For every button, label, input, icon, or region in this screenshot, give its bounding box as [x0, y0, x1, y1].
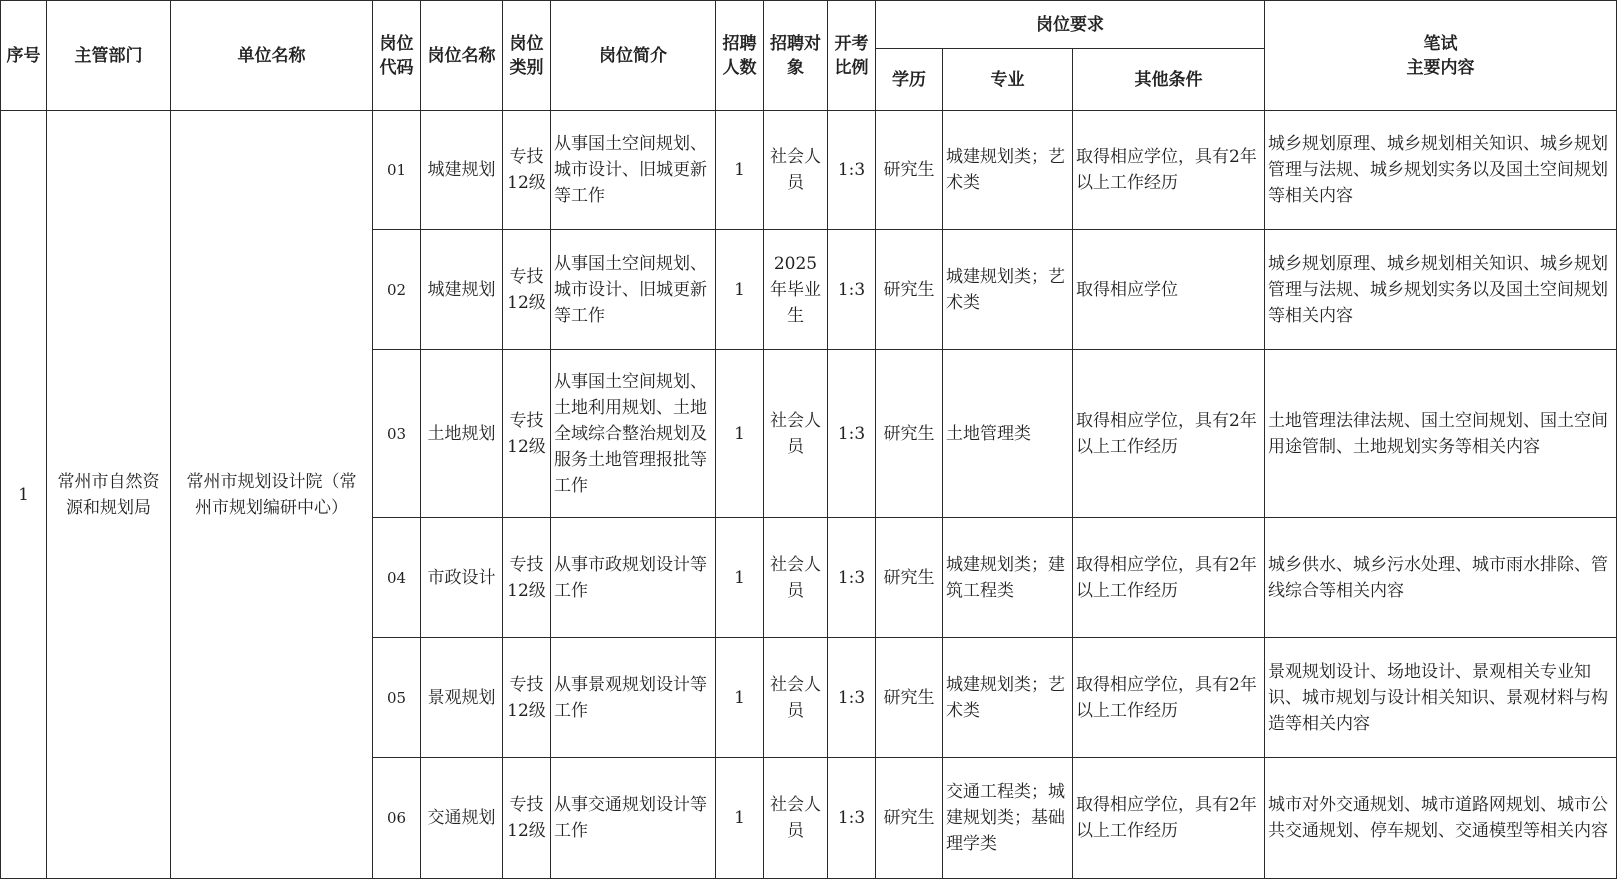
- post-target: 2025年毕业生: [764, 230, 828, 350]
- post-category: 专技12级: [503, 638, 551, 758]
- post-other: 取得相应学位，具有2年以上工作经历: [1073, 518, 1265, 638]
- post-major: 交通工程类；城建规划类；基础理学类: [943, 758, 1073, 879]
- post-ratio: 1:3: [828, 638, 876, 758]
- post-other: 取得相应学位: [1073, 230, 1265, 350]
- group-seq: 1: [1, 111, 47, 879]
- post-intro: 从事国土空间规划、城市设计、旧城更新等工作: [551, 230, 716, 350]
- post-exam: 城市对外交通规划、城市道路网规划、城市公共交通规划、停车规划、交通模型等相关内容: [1265, 758, 1617, 879]
- post-count: 1: [716, 350, 764, 518]
- post-count: 1: [716, 758, 764, 879]
- post-major: 城建规划类；艺术类: [943, 230, 1073, 350]
- post-count: 1: [716, 111, 764, 230]
- post-code: 05: [373, 638, 421, 758]
- post-ratio: 1:3: [828, 230, 876, 350]
- post-code: 06: [373, 758, 421, 879]
- post-education: 研究生: [876, 518, 943, 638]
- post-count: 1: [716, 518, 764, 638]
- post-category: 专技12级: [503, 758, 551, 879]
- table-row: [1, 111, 1617, 230]
- header-exam-line2: 主要内容: [1406, 57, 1475, 78]
- post-education: 研究生: [876, 230, 943, 350]
- post-name: 土地规划: [421, 350, 503, 518]
- post-major: 城建规划类；艺术类: [943, 638, 1073, 758]
- header-row-1: [1, 1, 1617, 49]
- header-count: 招聘人数: [716, 1, 764, 111]
- post-other: 取得相应学位，具有2年以上工作经历: [1073, 350, 1265, 518]
- post-count: 1: [716, 638, 764, 758]
- post-major: 城建规划类；艺术类: [943, 111, 1073, 230]
- post-target: 社会人员: [764, 518, 828, 638]
- post-intro: 从事国土空间规划、城市设计、旧城更新等工作: [551, 111, 716, 230]
- post-name: 交通规划: [421, 758, 503, 879]
- post-other: 取得相应学位，具有2年以上工作经历: [1073, 758, 1265, 879]
- post-category: 专技12级: [503, 230, 551, 350]
- post-ratio: 1:3: [828, 111, 876, 230]
- post-name: 市政设计: [421, 518, 503, 638]
- header-ratio: 开考比例: [828, 1, 876, 111]
- post-code: 03: [373, 350, 421, 518]
- post-category: 专技12级: [503, 518, 551, 638]
- post-name: 景观规划: [421, 638, 503, 758]
- header-name: 岗位名称: [421, 1, 503, 111]
- header-exam-line1: 笔试: [1423, 33, 1458, 54]
- post-education: 研究生: [876, 758, 943, 879]
- group-dept: 常州市自然资源和规划局: [47, 111, 171, 879]
- header-requirements: 岗位要求: [876, 1, 1265, 49]
- post-ratio: 1:3: [828, 350, 876, 518]
- header-education: 学历: [876, 49, 943, 111]
- header-target: 招聘对象: [764, 1, 828, 111]
- post-code: 02: [373, 230, 421, 350]
- post-target: 社会人员: [764, 350, 828, 518]
- header-major: 专业: [943, 49, 1073, 111]
- post-name: 城建规划: [421, 111, 503, 230]
- post-count: 1: [716, 230, 764, 350]
- post-name: 城建规划: [421, 230, 503, 350]
- post-other: 取得相应学位，具有2年以上工作经历: [1073, 111, 1265, 230]
- post-target: 社会人员: [764, 638, 828, 758]
- post-target: 社会人员: [764, 111, 828, 230]
- post-ratio: 1:3: [828, 758, 876, 879]
- post-target: 社会人员: [764, 758, 828, 879]
- post-exam: 城乡供水、城乡污水处理、城市雨水排除、管线综合等相关内容: [1265, 518, 1617, 638]
- post-category: 专技12级: [503, 111, 551, 230]
- post-category: 专技12级: [503, 350, 551, 518]
- header-dept: 主管部门: [47, 1, 171, 111]
- post-code: 04: [373, 518, 421, 638]
- post-intro: 从事交通规划设计等工作: [551, 758, 716, 879]
- header-intro: 岗位简介: [551, 1, 716, 111]
- post-other: 取得相应学位，具有2年以上工作经历: [1073, 638, 1265, 758]
- header-other: 其他条件: [1073, 49, 1265, 111]
- post-intro: 从事景观规划设计等工作: [551, 638, 716, 758]
- group-unit: 常州市规划设计院（常州市规划编研中心）: [171, 111, 373, 879]
- post-education: 研究生: [876, 350, 943, 518]
- post-education: 研究生: [876, 638, 943, 758]
- post-exam: 城乡规划原理、城乡规划相关知识、城乡规划管理与法规、城乡规划实务以及国土空间规划等相关内容: [1265, 111, 1617, 230]
- post-ratio: 1:3: [828, 518, 876, 638]
- post-major: 土地管理类: [943, 350, 1073, 518]
- post-exam: 城乡规划原理、城乡规划相关知识、城乡规划管理与法规、城乡规划实务以及国土空间规划等相关内容: [1265, 230, 1617, 350]
- post-intro: 从事国土空间规划、土地利用规划、土地全域综合整治规划及服务土地管理报批等工作: [551, 350, 716, 518]
- header-exam: [1265, 1, 1617, 111]
- header-category: 岗位类别: [503, 1, 551, 111]
- post-code: 01: [373, 111, 421, 230]
- post-education: 研究生: [876, 111, 943, 230]
- post-intro: 从事市政规划设计等工作: [551, 518, 716, 638]
- header-unit: 单位名称: [171, 1, 373, 111]
- header-seq: 序号: [1, 1, 47, 111]
- post-exam: 土地管理法律法规、国土空间规划、国土空间用途管制、土地规划实务等相关内容: [1265, 350, 1617, 518]
- post-major: 城建规划类；建筑工程类: [943, 518, 1073, 638]
- header-code: 岗位代码: [373, 1, 421, 111]
- post-exam: 景观规划设计、场地设计、景观相关专业知识、城市规划与设计相关知识、景观材料与构造等相关内容: [1265, 638, 1617, 758]
